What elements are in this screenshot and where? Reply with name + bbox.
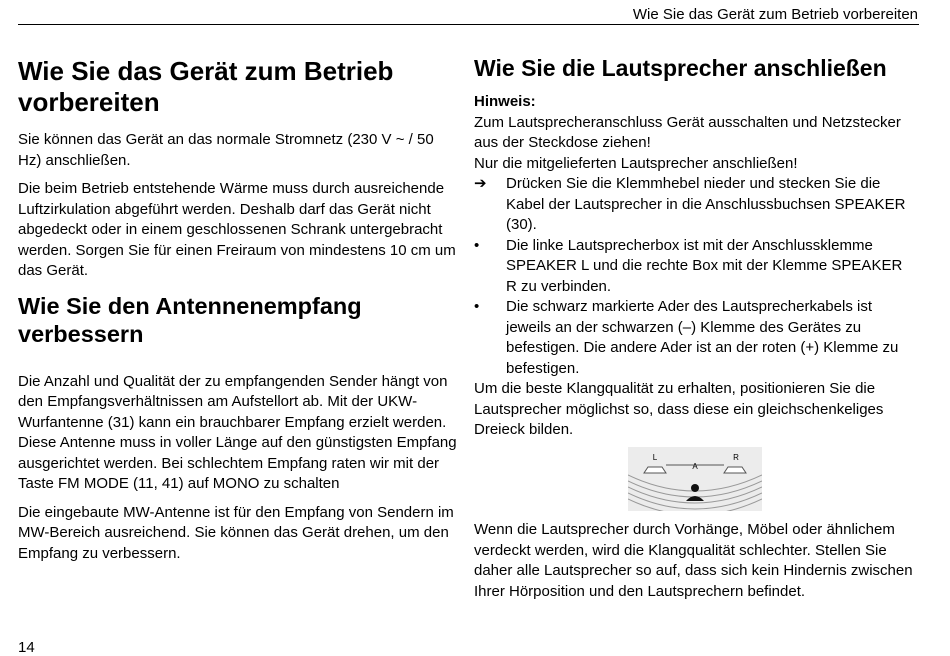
speaker-placement-diagram bbox=[628, 447, 762, 511]
left-title: Wie Sie das Gerät zum Betrieb vorbereiten bbox=[18, 56, 394, 117]
left-subtitle: Wie Sie den Antennenempfang verbessern bbox=[18, 292, 362, 347]
note-label: Hinweis: bbox=[474, 93, 536, 110]
step-text: Drücken Sie die Klemmhebel nieder und stecken Sie die Kabel der Lautsprecher in die Anschlussbuchsen SPEAKER (30). bbox=[506, 175, 906, 233]
bullet-text-polarity: Die schwarz markierte Ader des Lautsprecherkabels ist jeweils an der schwarzen (–) Klemme des Gerätes zu befestigen. Die andere Ader ist an der roten (+) Klemme zu befestigen. bbox=[506, 298, 899, 377]
header-rule bbox=[18, 24, 919, 25]
step-item bbox=[474, 174, 914, 236]
label-l: L bbox=[652, 453, 658, 462]
listener-icon bbox=[686, 484, 704, 501]
bullet-item bbox=[474, 297, 914, 379]
left-paragraph-ventilation: Die beim Betrieb entstehende Wärme muss durch ausreichende Luftzirkulation abgeführt werden. Deshalb darf das Gerät nicht abgedeckt oder in einem geschlossenen Schrank untergebracht werden. Sorgen Sie für einen Freiraum von mindestens 10 cm um das Gerät. bbox=[18, 180, 456, 279]
left-paragraph-fm-antenna: Die Anzahl und Qualität der zu empfangenden Sender hängt von den Empfangsverhältnissen am Aufstellort ab. Mit der UKW-Wurfantenne (31) kann ein brauchbarer Empfang erzielt werden. Diese Antenne muss in voller Länge auf den günstigsten Empfang ausgerichtet werden. Bei schlechtem Empfang raten wir mit der Taste FM MODE (11, 41) auf MONO zu schalten bbox=[18, 372, 457, 492]
right-paragraph-obstacles: Wenn die Lautsprecher durch Vorhänge, Möbel oder ähnlichem verdeckt werden, wird die Klangqualität schlechter. Stellen Sie daher alle Lautsprecher so auf, dass sich kein Hindernis zwischen Ihrer Hörposition und den Lautsprechern befindet. bbox=[474, 521, 913, 600]
note-text-speakers: Nur die mitgelieferten Lautsprecher anschließen! bbox=[474, 154, 798, 172]
left-column bbox=[18, 50, 458, 572]
right-title: Wie Sie die Lautsprecher anschließen bbox=[474, 55, 887, 81]
bullet-item bbox=[474, 236, 914, 298]
right-column bbox=[474, 50, 914, 449]
left-paragraph-power: Sie können das Gerät an das normale Stromnetz (230 V ~ / 50 Hz) anschließen. bbox=[18, 131, 434, 169]
note-text-power: Zum Lautsprecheranschluss Gerät ausschalten und Netzstecker aus der Steckdose ziehen! bbox=[474, 113, 901, 151]
bullet-text-channels: Die linke Lautsprecherbox ist mit der Anschlussklemme SPEAKER L und die rechte Box mit der Klemme SPEAKER R zu verbinden. bbox=[506, 236, 903, 295]
label-r: R bbox=[733, 453, 739, 462]
bullet-icon: • bbox=[474, 236, 480, 254]
arrow-icon: ➔ bbox=[474, 175, 487, 192]
running-head: Wie Sie das Gerät zum Betrieb vorbereiten bbox=[632, 6, 918, 23]
right-speaker-icon bbox=[724, 467, 746, 473]
left-paragraph-mw-antenna: Die eingebaute MW-Antenne ist für den Empfang von Sendern im MW-Bereich ausreichend. Sie können das Gerät drehen, um den Empfang zu verbessern. bbox=[18, 503, 454, 562]
bullet-icon: • bbox=[474, 298, 480, 315]
page-number: 14 bbox=[18, 639, 35, 656]
right-paragraph-position: Um die beste Klangqualität zu erhalten, positionieren Sie die Lautsprecher möglichst so, dass diese ein gleichschenkeliges Dreieck bilden. bbox=[474, 380, 884, 438]
left-speaker-icon bbox=[644, 467, 666, 473]
speaker-diagram-svg bbox=[628, 447, 762, 511]
label-a: A bbox=[692, 462, 698, 471]
